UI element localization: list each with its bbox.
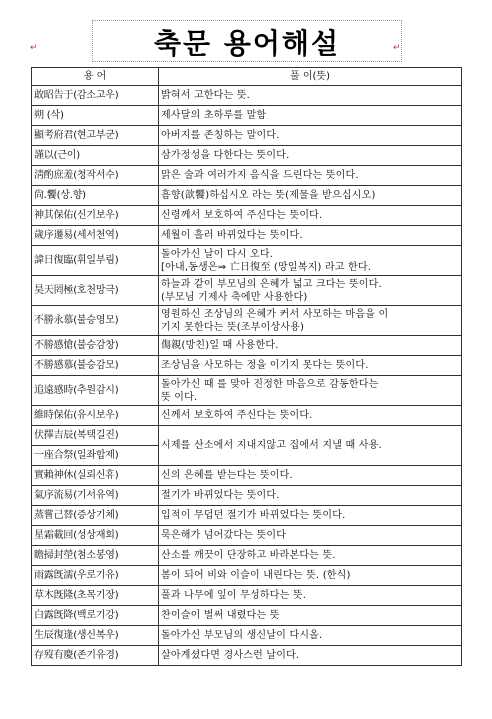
meaning-cell <box>159 86 462 106</box>
meaning-line: 아버지를 존칭하는 말이다. <box>161 130 280 141</box>
meaning-cell <box>159 166 462 186</box>
meaning-cell <box>159 466 462 486</box>
table-row <box>32 506 462 526</box>
table-row <box>32 586 462 606</box>
meaning-line: 영원하신 조상님의 은혜가 커서 사모하는 마음을 이 <box>161 308 389 320</box>
table-row <box>32 126 462 146</box>
meaning-cell <box>159 106 462 126</box>
meaning-line: 삼가정성을 다한다는 뜻이다. <box>161 150 290 161</box>
table-row <box>32 356 462 376</box>
term-cell: 一座合祭(일좌합제) <box>32 446 159 466</box>
table-row <box>32 86 462 106</box>
return-mark-icon: ↵ <box>30 43 38 53</box>
table-row <box>32 426 462 446</box>
header-meaning: 풀 이(뜻) <box>159 68 462 86</box>
meaning-cell <box>159 626 462 646</box>
table-row <box>32 486 462 506</box>
glossary-table <box>31 67 462 666</box>
table-row <box>32 406 462 426</box>
term-cell: 淸酌庶羞(청작서수) <box>32 166 159 186</box>
meaning-line: 산소를 깨끗이 단장하고 바라본다는 뜻. <box>161 550 336 561</box>
term-cell: 不勝感愴(불승감창) <box>32 336 159 356</box>
table-body <box>32 86 462 666</box>
meaning-cell <box>159 246 462 276</box>
term-cell: 生辰復逢(생신복우) <box>32 626 159 646</box>
meaning-line: 하늘과 같이 부모님의 은혜가 넓고 크다는 뜻이다. <box>161 278 382 290</box>
table-row <box>32 306 462 336</box>
meaning-line: 돌아가신 날이 다시 오다. <box>161 248 274 260</box>
table-row <box>32 336 462 356</box>
title-box <box>92 20 402 62</box>
meaning-line: 제사달의 초하루를 말함 <box>161 110 267 121</box>
meaning-cell <box>159 226 462 246</box>
term-cell: 追遠感時(추원감시) <box>32 376 159 406</box>
header-term: 용 어 <box>32 68 159 86</box>
term-cell: 神其保佑(신기보우) <box>32 206 159 226</box>
term-cell: 實賴神休(실뢰신휴) <box>32 466 159 486</box>
page-title: 축문 용어해설 <box>153 27 341 60</box>
table-row <box>32 376 462 406</box>
meaning-line: 풀과 나무에 잎이 무성하다는 뜻. <box>161 590 307 601</box>
meaning-line: 뜻 이다. <box>161 391 198 403</box>
meaning-cell <box>159 546 462 566</box>
table-row <box>32 146 462 166</box>
term-cell: 維時保佑(유시보우) <box>32 406 159 426</box>
meaning-cell <box>159 376 462 406</box>
merged-meaning-cell: 시제를 산소에서 지내지않고 집에서 지낼 때 사용. <box>159 426 462 466</box>
meaning-line: 입적이 무덥던 절기가 바뀌었다는 뜻이다. <box>161 510 346 521</box>
meaning-line: 傷親(방친)일 때 사용한다. <box>161 340 279 351</box>
term-cell: 謹以(근이) <box>32 146 159 166</box>
paragraph-mark: ↵ <box>393 43 401 53</box>
table-row <box>32 206 462 226</box>
table-row <box>32 466 462 486</box>
meaning-line: 살아계셨다면 경사스런 날이다. <box>161 650 300 661</box>
table-row <box>32 246 462 276</box>
term-cell: 歲序遷易(세서천역) <box>32 226 159 246</box>
meaning-cell <box>159 606 462 626</box>
term-cell: 氣序流易(기서유역) <box>32 486 159 506</box>
meaning-line: 조상님을 사모하는 정을 이기지 못다는 뜻이다. <box>161 360 369 371</box>
meaning-cell <box>159 486 462 506</box>
term-cell: 瞻掃封塋(첨소봉영) <box>32 546 159 566</box>
term-cell: 雨露旣濡(우로기유) <box>32 566 159 586</box>
table-row <box>32 646 462 666</box>
table-row <box>32 606 462 626</box>
meaning-line: 기지 못한다는 뜻(조부이상사용) <box>161 321 305 333</box>
meaning-cell <box>159 406 462 426</box>
table-row <box>32 166 462 186</box>
meaning-cell <box>159 506 462 526</box>
term-cell: 朔 (삭) <box>32 106 159 126</box>
meaning-cell <box>159 126 462 146</box>
meaning-cell <box>159 526 462 546</box>
meaning-line: 흠향(歆饗)하십시오 라는 뜻(제물을 받으십시오) <box>161 190 376 201</box>
term-cell: 昊天罔極(호천망극) <box>32 276 159 306</box>
meaning-line: 돌아가신 부모님의 생신날이 다시올. <box>161 630 323 641</box>
meaning-line: 신께서 보호하여 주신다는 뜻이다. <box>161 410 313 421</box>
meaning-line: 찬이슬이 벌써 내렸다는 뜻 <box>161 610 280 621</box>
meaning-cell <box>159 336 462 356</box>
meaning-line: 돌아가신 때 를 맞아 진정한 마음으로 감동한다는 <box>161 378 379 390</box>
meaning-line: 신의 은혜를 받는다는 뜻이다. <box>161 470 293 481</box>
meaning-line: 맑은 술과 여러가지 음식을 드린다는 뜻이다. <box>161 170 359 181</box>
meaning-line: [아내,동생은⇒ 亡日復至 (망일복지) 라고 한다. <box>161 261 372 273</box>
meaning-cell <box>159 146 462 166</box>
table-row <box>32 226 462 246</box>
term-cell: 尙.饗(상.향) <box>32 186 159 206</box>
table-row <box>32 626 462 646</box>
meaning-cell <box>159 356 462 376</box>
table-row <box>32 566 462 586</box>
meaning-line: 신령께서 보호하여 주신다는 뜻이다. <box>161 210 323 221</box>
term-cell: 蒸嘗己替(증상기체) <box>32 506 159 526</box>
meaning-cell <box>159 276 462 306</box>
table-row <box>32 546 462 566</box>
meaning-cell <box>159 646 462 666</box>
meaning-cell <box>159 186 462 206</box>
meaning-cell <box>159 586 462 606</box>
meaning-line: 절기가 바뀌었다는 뜻이다. <box>161 490 280 501</box>
table-row <box>32 276 462 306</box>
term-cell: 伏擇吉辰(복택길진) <box>32 426 159 446</box>
table-row <box>32 106 462 126</box>
meaning-line: 세월이 흘러 바뀌었다는 뜻이다. <box>161 230 303 241</box>
term-cell: 草木旣隆(초목기장) <box>32 586 159 606</box>
meaning-line: 밝혀서 고한다는 뜻. <box>161 90 251 101</box>
meaning-cell <box>159 306 462 336</box>
term-cell: 諱日復臨(휘일부림) <box>32 246 159 276</box>
meaning-cell <box>159 206 462 226</box>
table-row <box>32 186 462 206</box>
meaning-line: (부모님 기제사 축에만 사용한다) <box>161 291 308 303</box>
term-cell: 存歿有慶(존기유경) <box>32 646 159 666</box>
meaning-line: 봄이 되어 비와 이슬이 내린다는 뜻. (한식) <box>161 570 351 581</box>
term-cell: 不勝感慕(불승감모) <box>32 356 159 376</box>
term-cell: 顯考府君(현고부군) <box>32 126 159 146</box>
term-cell: 星霜載回(성상재회) <box>32 526 159 546</box>
term-cell: 敢昭告于(감소고우) <box>32 86 159 106</box>
table-header-row <box>32 68 462 86</box>
meaning-line: 묵은해가 넘어갔다는 뜻이다 <box>161 530 287 541</box>
table-row <box>32 526 462 546</box>
term-cell: 不勝永慕(불승영모) <box>32 306 159 336</box>
term-cell: 白露旣降(백로기강) <box>32 606 159 626</box>
meaning-cell <box>159 566 462 586</box>
